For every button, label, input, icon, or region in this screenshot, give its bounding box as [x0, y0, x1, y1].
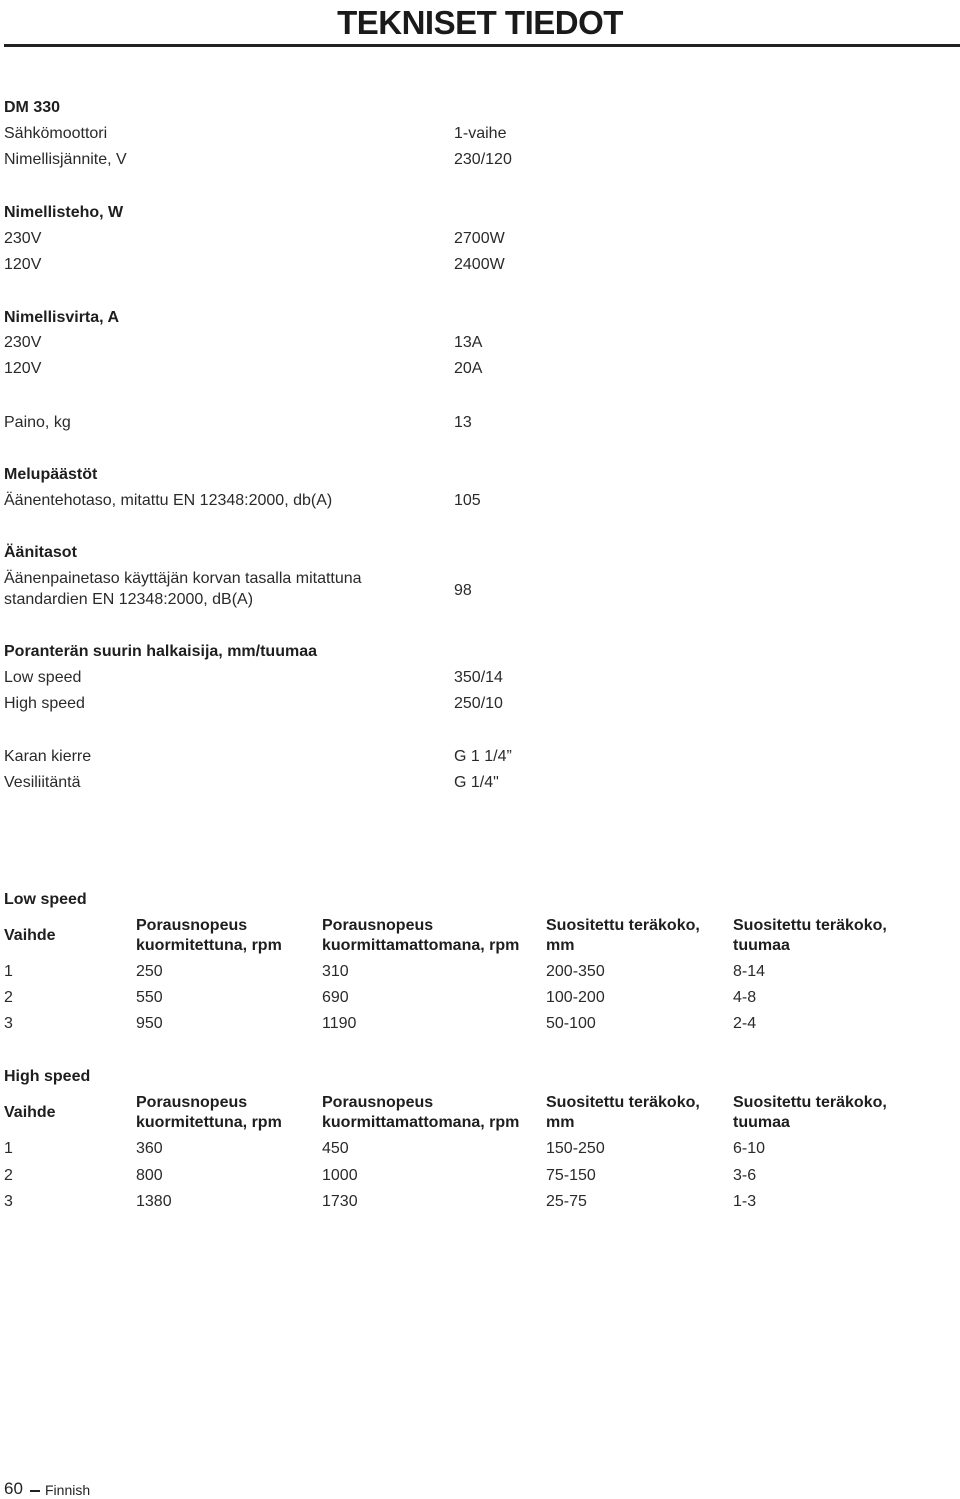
voltage-label: Nimellisjännite, V — [4, 151, 127, 168]
table-header-bit-inch-l2: tuumaa — [733, 937, 790, 954]
water-value: G 1/4" — [454, 774, 499, 791]
table-cell: 950 — [136, 1015, 163, 1032]
bit-high-value: 250/10 — [454, 695, 503, 712]
page-title: TEKNISET TIEDOT — [337, 4, 623, 41]
table-cell: 100-200 — [546, 989, 605, 1006]
noise-label: Äänentehotaso, mitattu EN 12348:2000, db(A) — [4, 492, 333, 509]
table-cell: 4-8 — [733, 989, 757, 1006]
sound-heading: Äänitasot — [4, 544, 77, 561]
table-cell: 2 — [4, 1167, 13, 1184]
current-120-label: 120V — [4, 360, 42, 377]
table-cell: 1 — [4, 963, 13, 980]
table-cell: 2-4 — [733, 1015, 757, 1032]
sound-value: 98 — [454, 582, 472, 599]
table-cell: 800 — [136, 1167, 163, 1184]
weight-label: Paino, kg — [4, 414, 71, 431]
noise-value: 105 — [454, 492, 481, 509]
power-230-value: 2700W — [454, 230, 505, 247]
table-header-loaded-l1: Porausnopeus — [136, 917, 248, 934]
table-cell: 360 — [136, 1140, 163, 1157]
table-cell: 3-6 — [733, 1167, 757, 1184]
table-cell: 1 — [4, 1140, 13, 1157]
table-cell: 50-100 — [546, 1015, 596, 1032]
table-cell: 1380 — [136, 1193, 172, 1210]
spindle-label: Karan kierre — [4, 748, 92, 765]
footer-language: Finnish — [45, 1482, 91, 1498]
power-230-label: 230V — [4, 230, 42, 247]
model-name: DM 330 — [4, 99, 61, 116]
motor-value: 1-vaihe — [454, 125, 507, 142]
bit-high-label: High speed — [4, 695, 85, 712]
table-header-bit-mm-l1: Suositettu teräkoko, — [546, 917, 700, 934]
table-cell: 3 — [4, 1193, 13, 1210]
table-cell: 8-14 — [733, 963, 766, 980]
table-cell: 150-250 — [546, 1140, 605, 1157]
table-header-bit-mm-l2: mm — [546, 1114, 575, 1131]
table-cell: 2 — [4, 989, 13, 1006]
table-cell: 200-350 — [546, 963, 605, 980]
table-cell: 3 — [4, 1015, 13, 1032]
weight-value: 13 — [454, 414, 472, 431]
table-cell: 1-3 — [733, 1193, 757, 1210]
bit-low-value: 350/14 — [454, 669, 503, 686]
voltage-value: 230/120 — [454, 151, 512, 168]
table-cell: 6-10 — [733, 1140, 766, 1157]
noise-heading: Melupäästöt — [4, 466, 98, 483]
power-120-value: 2400W — [454, 256, 505, 273]
table-cell: 75-150 — [546, 1167, 596, 1184]
motor-label: Sähkömoottori — [4, 125, 108, 142]
table-cell: 25-75 — [546, 1193, 587, 1210]
table-header-bit-inch-l2: tuumaa — [733, 1114, 790, 1131]
table-header-loaded-l2: kuormitettuna, rpm — [136, 1114, 282, 1131]
current-120-value: 20A — [454, 360, 483, 377]
current-heading: Nimellisvirta, A — [4, 309, 120, 326]
sound-label-line1: Äänenpainetaso käyttäjän korvan tasalla mitattuna — [4, 570, 362, 587]
title-divider — [4, 44, 960, 47]
low-speed-table-title: Low speed — [4, 891, 87, 908]
table-header-gear: Vaihde — [4, 1104, 56, 1121]
power-heading: Nimellisteho, W — [4, 204, 124, 221]
high-speed-table-title: High speed — [4, 1068, 91, 1085]
page-number: 60 — [4, 1479, 23, 1498]
table-header-gear: Vaihde — [4, 927, 56, 944]
current-230-label: 230V — [4, 334, 42, 351]
spindle-value: G 1 1/4” — [454, 748, 512, 765]
table-header-loaded-l1: Porausnopeus — [136, 1094, 248, 1111]
table-header-bit-mm-l1: Suositettu teräkoko, — [546, 1094, 700, 1111]
current-230-value: 13A — [454, 334, 483, 351]
footer-dash — [30, 1490, 40, 1492]
power-120-label: 120V — [4, 256, 42, 273]
table-cell: 1730 — [322, 1193, 358, 1210]
table-cell: 1000 — [322, 1167, 358, 1184]
bit-heading: Poranterän suurin halkaisija, mm/tuumaa — [4, 643, 317, 660]
table-header-unloaded-l1: Porausnopeus — [322, 1094, 434, 1111]
table-header-bit-inch-l1: Suositettu teräkoko, — [733, 917, 887, 934]
table-cell: 250 — [136, 963, 163, 980]
table-cell: 1190 — [322, 1015, 357, 1032]
table-header-unloaded-l1: Porausnopeus — [322, 917, 434, 934]
table-cell: 690 — [322, 989, 349, 1006]
water-label: Vesiliitäntä — [4, 774, 81, 791]
table-cell: 550 — [136, 989, 163, 1006]
bit-low-label: Low speed — [4, 669, 82, 686]
table-cell: 450 — [322, 1140, 349, 1157]
table-cell: 310 — [322, 963, 349, 980]
table-header-bit-mm-l2: mm — [546, 937, 575, 954]
table-header-unloaded-l2: kuormittamattomana, rpm — [322, 937, 520, 954]
table-header-unloaded-l2: kuormittamattomana, rpm — [322, 1114, 520, 1131]
sound-label-line2: standardien EN 12348:2000, dB(A) — [4, 591, 254, 608]
table-header-bit-inch-l1: Suositettu teräkoko, — [733, 1094, 887, 1111]
table-header-loaded-l2: kuormitettuna, rpm — [136, 937, 282, 954]
